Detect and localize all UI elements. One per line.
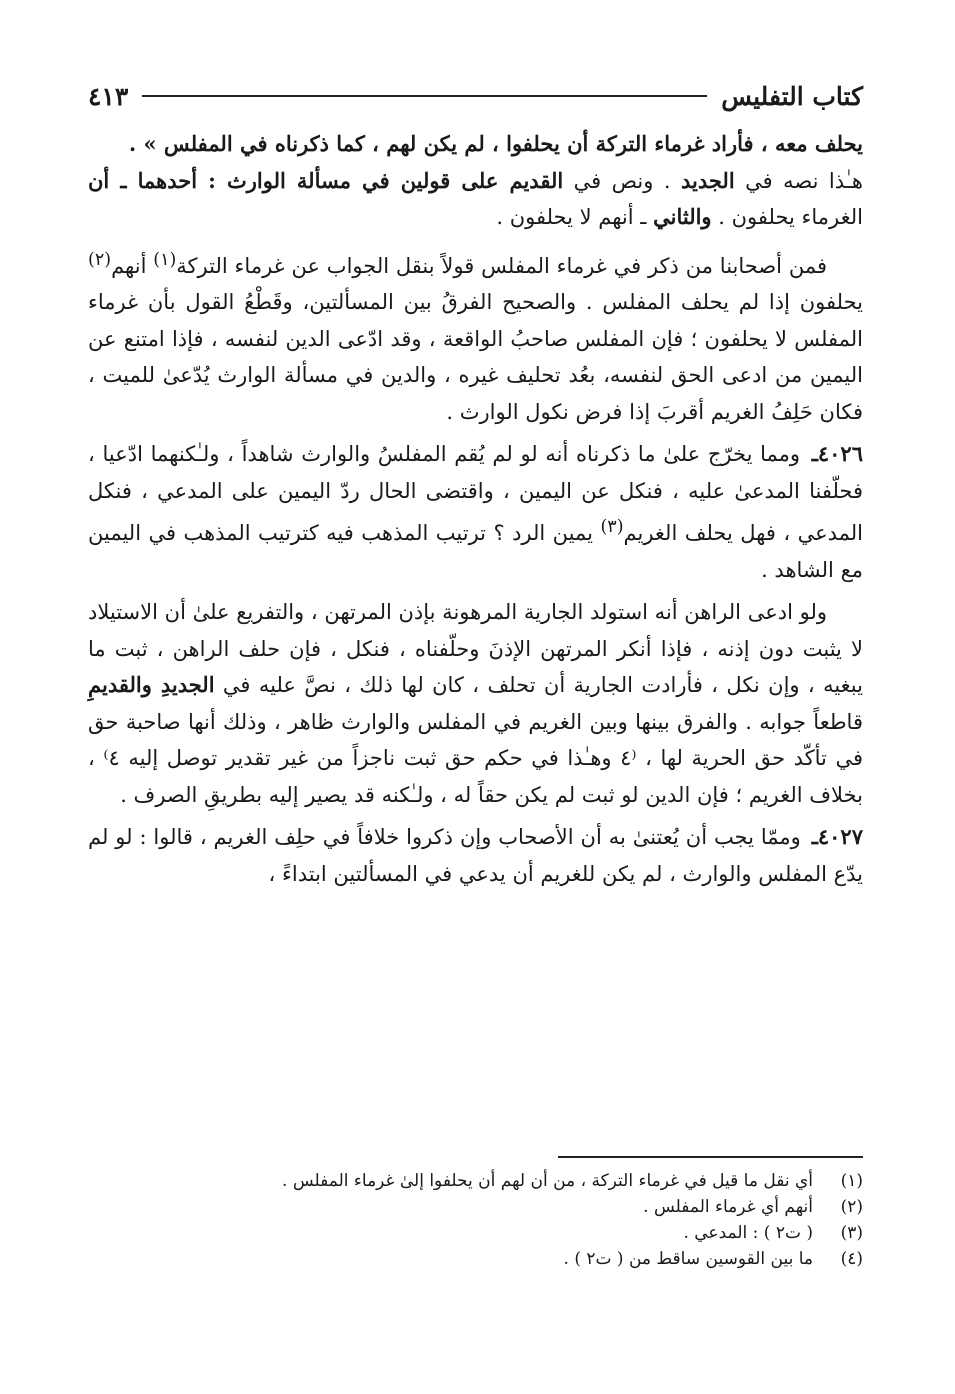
text-span: ولو ادعى الراهن أنه استولد الجارية المرهونة بإذن المرتهن ، والتفريع علىٰ أن الاستيلاد لا يثبت دون إذنه ، فإذا أنكر المرتهن الإذنَ وحلّفناه ، فنكل ، فإن حلف الراهن ، ثبت ما يبغيه ، وإن نكل ، فأرادت الجارية أن تحلف ، كان لها ذلك ، نصَّ عليه في <box>88 600 863 697</box>
text-span: ومما يخرّج علىٰ ما ذكرناه أنه لو لم يُقم المفلسُ والوارث شاهداً ، ولـٰكنهما ادّعيا ، فحلّفنا المدعىٰ عليه ، فنكل عن اليمين ، واقتضى الحال ردّ اليمين على المدعي ، فنكل المدعي ، فهل يحلف الغريم <box>88 442 863 545</box>
footnote-divider <box>558 1156 863 1158</box>
footnote-mark: (٢) <box>840 1197 863 1217</box>
footnote-mark: (٤) <box>840 1249 863 1269</box>
text-span: ، بخلاف الغريم ؛ فإن الدين لو ثبت لم يكن حقاً له ، ولـٰكنه قد يصير إليه بطريقِ الصرف . <box>88 746 863 807</box>
paragraph-continuation <box>88 126 863 163</box>
footnote-ref: (٣) <box>600 517 624 537</box>
text-span: يمين الرد ؟ ترتيب المذهب فيه كترتيب المذهب في اليمين مع الشاهد . <box>88 521 863 582</box>
footnote-text: أي نقل ما قيل في غرماء التركة ، من أن لهم أن يحلفوا إلىٰ غرماء المفلس . <box>282 1171 813 1191</box>
text-span: يحلف معه ، فأراد غرماء التركة أن يحلفوا ، لم يكن لهم ، كما ذكرناه في المفلس » . <box>128 131 863 156</box>
text-span: فمن أصحابنا من ذكر في غرماء المفلس قولاً بنقل الجواب عن غرماء التركة <box>176 253 827 278</box>
footnote-item <box>88 1220 863 1246</box>
footnote-ref: (١) <box>153 249 177 270</box>
paragraph <box>88 242 863 431</box>
footnote-ref: (٢) <box>88 249 112 270</box>
footnote-text: ( ت٢ ) : المدعي . <box>683 1223 813 1243</box>
header-rule <box>142 95 707 97</box>
section-number: ٤٠٢٧ـ <box>811 824 863 849</box>
bold-term: والثاني <box>653 204 712 229</box>
footnotes <box>88 1168 863 1272</box>
running-header <box>88 78 863 114</box>
bold-term: الجديد <box>680 167 735 193</box>
text-span: يحلفون إذا لم يحلف المفلس . والصحيح الفرقُ بين المسألتين، وقَطْعُ القول بأن غرماء المفلس لا يحلفون ؛ فإن المفلس صاحبُ الواقعة ، وقد ادّعى الدين لنفسه ، فإذا امتنع عن اليمين من ادعى الحق لنفسه، بعُد تحليف غيره ، والدين في مسألة الوارث يُدّعىٰ للميت ، فكان حَلِفُ الغريم أقربَ إذا فرض نكول الوارث . <box>88 290 863 424</box>
paragraph <box>88 594 863 813</box>
chapter-title: كتاب التفليس <box>721 81 863 111</box>
footnote-mark: (١) <box>840 1171 863 1191</box>
bold-term: الجديدِ والقديمِ <box>88 672 215 697</box>
text-span: قاطعاً جوابه . والفرق بينها وبين الغريم في المفلس والوارث ظاهر ، وذلك أنها صاحبة حق في تأكّد حق الحرية لها ، <box>88 709 863 770</box>
main-text <box>88 126 863 892</box>
footnote-text: أنهم أي غرماء المفلس . <box>643 1197 813 1217</box>
numbered-paragraph <box>88 436 863 588</box>
text-span: . ونص في <box>563 168 681 193</box>
footnote-text: ما بين القوسين ساقط من ( ت٢ ) . <box>563 1249 813 1269</box>
bold-term: القديم على قولين في مسألة الوارث : أحدهما ـ أن <box>88 167 564 193</box>
text-span: هـٰذا نصه في <box>734 168 863 193</box>
page-number: ٤١٣ <box>88 81 129 111</box>
footnote-item <box>88 1246 863 1272</box>
footnote-item <box>88 1194 863 1220</box>
footnote-item <box>88 1168 863 1194</box>
text-span: أنهم <box>111 253 154 278</box>
text-span: الغرماء يحلفون . <box>711 205 863 229</box>
text-span: ⁽٤ وهـٰذا في حكم حق ثبت ناجزاً من غير تقدير توصل إليه ٤⁾ <box>103 746 637 770</box>
text-span: وممّا يجب أن يُعتنىٰ به أن الأصحاب وإن ذكروا خلافاً في حلِف الغريم ، قالوا : لو لم يدّع المفلس والوارث ، لم يكن للغريم أن يدعي في المسألتين ابتداءً ، <box>88 825 863 886</box>
footnote-mark: (٣) <box>840 1223 863 1243</box>
numbered-paragraph <box>88 819 863 892</box>
paragraph <box>88 163 863 236</box>
section-number: ٤٠٢٦ـ <box>811 441 863 466</box>
text-span: ـ أنهم لا يحلفون . <box>496 205 654 229</box>
